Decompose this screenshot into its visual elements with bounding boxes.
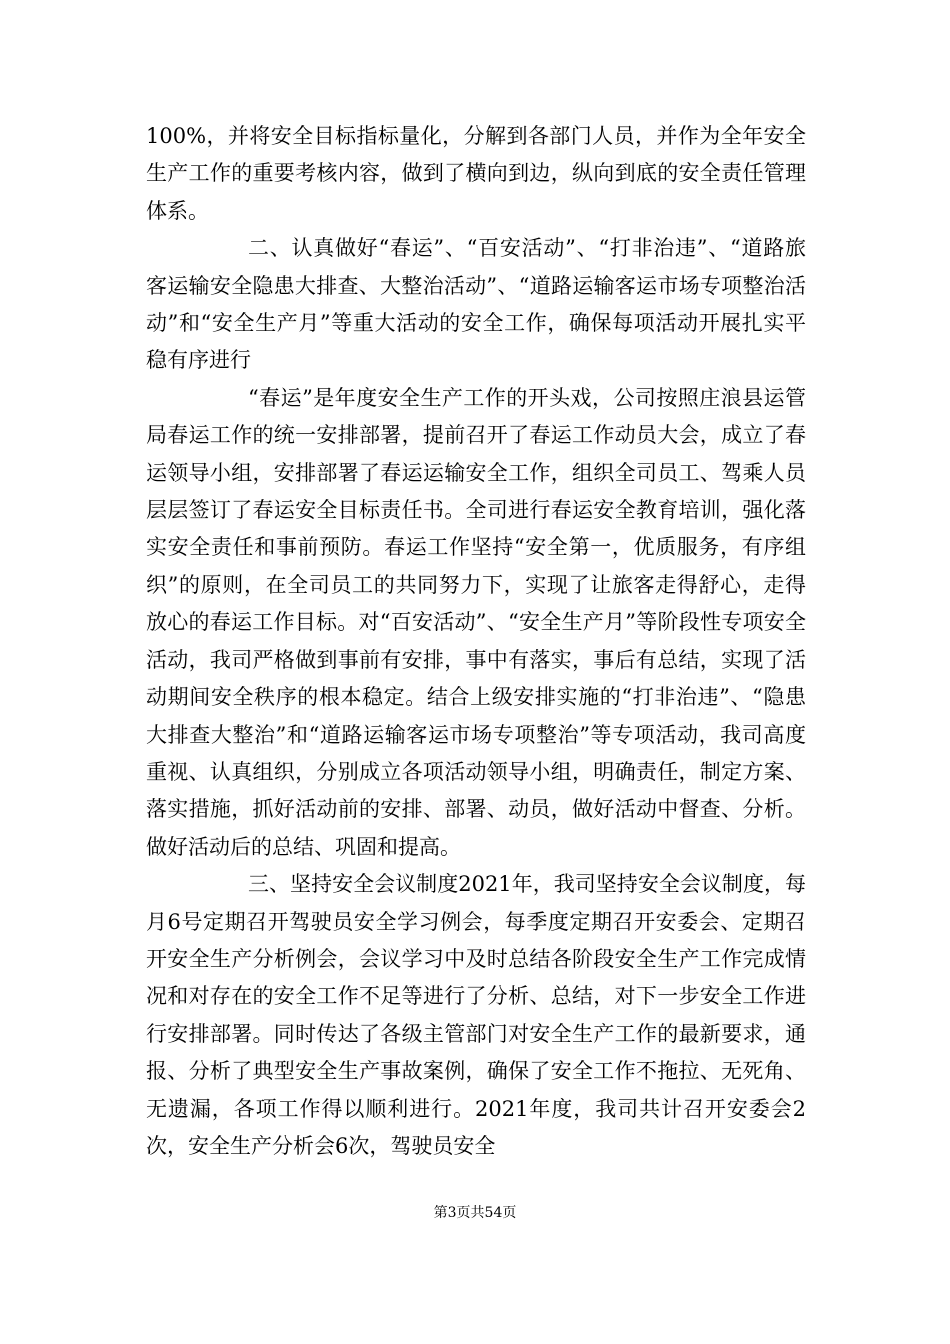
page-number-label: 第3页共54页 bbox=[433, 1205, 517, 1221]
page-footer bbox=[0, 1204, 950, 1222]
section-heading-3: 三、坚持安全会议制度2021年，我司坚持安全会议制度，每月6号定期召开驾驶员安全学习例会，每季度定期召开安委会、定期召开安全生产分析例会，会议学习中及时总结各阶段安全生产工作完成情况和对存在的安全工作不足等进行了分析、总结，对下一步安全工作进行安排部署。同时传达了各级主管部门对安全生产工作的最新要求，通报、分析了典型安全生产事故案例，确保了安全工作不拖拉、无死角、无遗漏，各项工作得以顺利进行。2021年度，我司共计召开安委会2次，安全生产分析会6次，驾驶员安全 bbox=[146, 872, 806, 1158]
document-body bbox=[146, 118, 806, 1165]
paragraph-spring-festival: “春运”是年度安全生产工作的开头戏，公司按照庄浪县运管局春运工作的统一安排部署，提前召开了春运工作动员大会，成立了春运领导小组，安排部署了春运运输安全工作，组织全司员工、驾乘人员层层签订了春运安全目标责任书。全司进行春运安全教育培训，强化落实安全责任和事前预防。春运工作坚持“安全第一，优质服务，有序组织”的原则，在全司员工的共同努力下，实现了让旅客走得舒心，走得放心的春运工作目标。对“百安活动”、“安全生产月”等阶段性专项安全活动，我司严格做到事前有安排，事中有落实，事后有总结，实现了活动期间安全秩序的根本稳定。结合上级安排实施的“打非治违”、“隐患大排查大整治”和“道路运输客运市场专项整治”等专项活动，我司高度重视、认真组织，分别成立各项活动领导小组，明确责任，制定方案、落实措施，抓好活动前的安排、部署、动员，做好活动中督查、分析。做好活动后的总结、巩固和提高。 bbox=[146, 385, 806, 859]
paragraph-continuation: 100%，并将安全目标指标量化，分解到各部门人员，并作为全年安全生产工作的重要考核内容，做到了横向到边，纵向到底的安全责任管理体系。 bbox=[146, 124, 806, 223]
section-heading-2: 二、认真做好“春运”、“百安活动”、“打非治违”、“道路旅客运输安全隐患大排查、大整治活动”、“道路运输客运市场专项整治活动”和“安全生产月”等重大活动的安全工作，确保每项活动开展扎实平稳有序进行 bbox=[146, 236, 806, 373]
